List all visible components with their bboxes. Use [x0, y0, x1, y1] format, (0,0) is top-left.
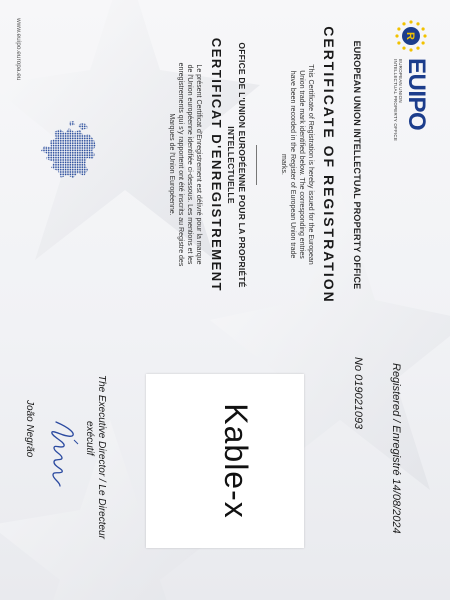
certificate-description-fr: Le présent Certificat d'Enregistrement est délivré pour la marque de l'Union européenne identifiée ci-dessous. Les mentions et les enregistrements qui s'y rapportent ont été inscrits au Registre des Marques de l'Union Européenne. — [168, 62, 202, 267]
logo-wordmark: EUIPO — [403, 58, 430, 131]
office-name-en: EUROPEAN UNION INTELLECTUAL PROPERTY OFFICE — [352, 40, 362, 290]
registration-number: No 019021093 — [352, 357, 364, 430]
office-name-fr: OFFICE DE L'UNION EUROPÉENNE POUR LA PROPRIÉTÉ INTELLECTUELLE — [226, 42, 247, 288]
certificate-title-en: CERTIFICATE OF REGISTRATION — [321, 26, 337, 304]
logo-subtitle: EUROPEAN UNION — [398, 59, 403, 103]
eu-stars-emblem-icon — [393, 18, 429, 54]
euipo-logo — [390, 18, 430, 168]
signatory-name: João Negrão — [24, 400, 35, 458]
certificate-title-fr: CERTIFICAT D'ENREGISTREMENT — [209, 37, 224, 293]
section-divider — [256, 145, 257, 185]
logo-subtitle: INTELLECTUAL PROPERTY OFFICE — [393, 59, 398, 142]
trademark-text: Kable-x — [218, 403, 254, 519]
signatory-title: The Executive Director / Le Directeur — [96, 375, 107, 539]
website-url: www.euipo.europa.eu — [15, 18, 22, 81]
signatory-title-fr: exécutif — [84, 421, 95, 456]
europe-map-icon — [38, 118, 98, 188]
trademark-box — [146, 374, 304, 548]
svg-text:R: R — [404, 32, 416, 40]
registration-date: Registered / Enregistré 14/08/2024 — [390, 363, 402, 534]
certificate-description-en: This Certificate of Registration is hereby issued for the European Union trade mark identified below. The corresponding entries have been recorded in the Register of European Union trade marks. — [280, 64, 314, 265]
handwritten-signature — [44, 414, 84, 504]
